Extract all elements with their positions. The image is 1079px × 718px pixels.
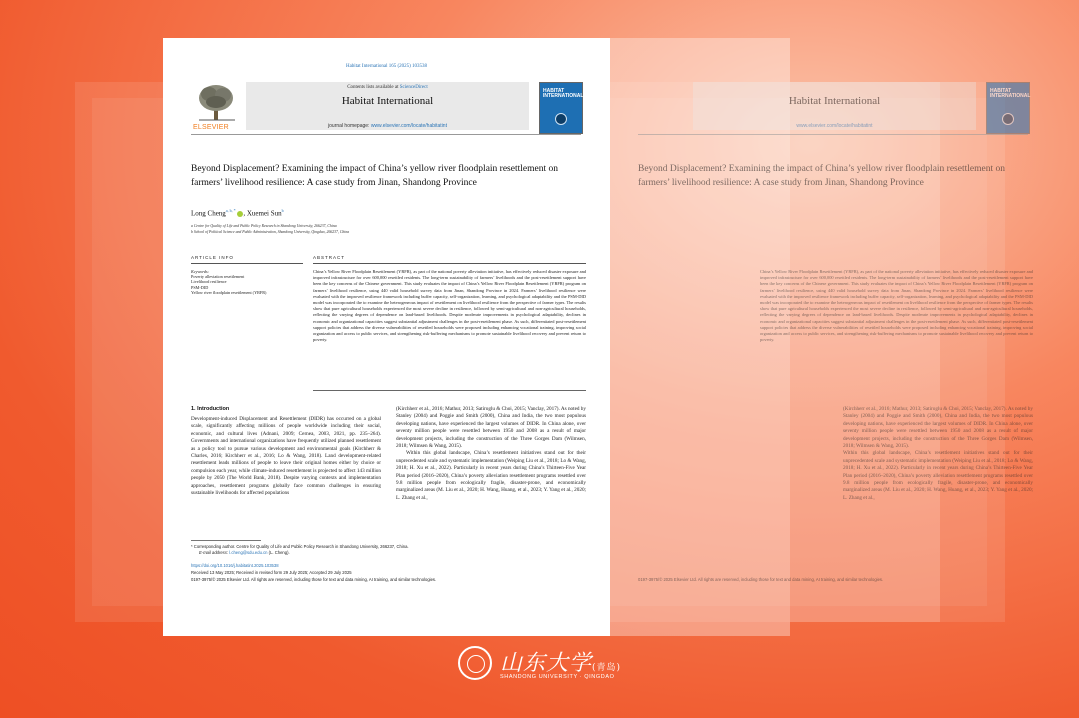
footnote-rule [191, 540, 261, 541]
article-info-heading: ARTICLE INFO [191, 255, 234, 260]
keyword: PSM-DID [191, 284, 209, 290]
introduction-heading: 1. Introduction [191, 406, 230, 412]
journal-banner [246, 82, 529, 130]
abstract-rule [313, 263, 586, 264]
echo-title: Beyond Displacement? Examining the impact of China’s yellow river floodplain resettlement on farmers’ livelihood resilience: A case study from Jinan, Shandong Province [638, 164, 1005, 188]
abstract-heading: ABSTRACT [313, 255, 346, 260]
abstract-bottom-rule [313, 390, 586, 391]
email-note [199, 550, 290, 555]
body-column-left: Development-induced Displacement and Resettlement (DIDR) has occurred on a global scale, significantly affecting millions of people worldwide including their social, economic, and cultural lives (Adnani, 2009; Cernea, 2003, 2021, pp. 235–264). Governments and international organizations have frequently utilized planned resettlement as a policy tool to pursue various development and environmental goals (Kirchherr & Charles, 2016; Kirchherr et al., 2016; Lo & Wang, 2018). Land development-related resettlement leads millions of people to leave their original homes either by choice or compulsion each year, while climate-induced resettlement is projected to affect 143 million people by 2050 (The World Bank, 2018). Despite varying contexts and implementation approaches, resettlement programs globally face common challenges in ensuring sustainable livelihoods for affected populations [191, 416, 381, 497]
article-info-rule [191, 263, 303, 264]
publisher-name: ELSEVIER [193, 124, 229, 131]
contents-prefix: Contents lists available at [347, 85, 400, 90]
email-link[interactable]: l.cheng@sdu.edu.cn [229, 550, 268, 555]
homepage-link[interactable]: www.elsevier.com/locate/habitatint [370, 123, 447, 129]
contents-line [246, 85, 529, 90]
body-paragraph: (Kirchherr et al., 2016; Mathur, 2013; Satiroglu & Choi, 2015; Vanclay, 2017). As noted by Stanley (2004) and Poggie and Smith (2000), China and India, the two most populous developing nations, have experienced the largest volumes of DIDR. In China alone, over seventy million people were resettled between 1950 and 2008 as a result of major development projects, including the construction of the Three Gorges Dam (Wilmsen, 2018; Wilmsen & Wang, 2015). [396, 406, 586, 450]
echo-journal-title: Habitat International [788, 95, 881, 107]
email-suffix: (L. Cheng). [267, 550, 290, 555]
echo-cover [986, 82, 1030, 134]
homepage-line [246, 123, 529, 129]
echo-homepage [693, 123, 976, 129]
affiliation-b: b School of Political Science and Public Administration, Shandong University, Qingdao, 266237, China [191, 230, 350, 234]
keyword: Poverty alleviation resettlement [191, 274, 245, 280]
echo-cover-title: HABITAT INTERNATIONAL [990, 88, 1031, 99]
received-dates: Received 13 May 2025; Received in revised form 29 July 2025; Accepted 29 July 2025 [191, 570, 352, 575]
echo-banner [693, 82, 976, 130]
keyword: Yellow river floodplain resettlement (YRFR) [191, 289, 267, 295]
cover-emblem-icon [555, 113, 567, 125]
homepage-prefix: journal homepage: [328, 123, 371, 129]
echo-paragraph: (Kirchherr et al., 2016; Mathur, 2013; Satiroglu & Choi, 2015; Vanclay, 2017). As noted by Stanley (2004) and Poggie and Smith (2000), China and India, the two most populous developing nations, have experienced the largest volumes of DIDR. In China alone, over seventy million people were resettled between 1950 and 2008 as a result of major development projects, including the construction of the Three Gorges Dam (Wilmsen, 2018; Wilmsen & Wang, 2015). [843, 406, 1033, 450]
author-2[interactable]: Xuemei Sun [246, 209, 282, 218]
university-name-cn [500, 646, 621, 677]
doi-text[interactable]: https://doi.org/10.1016/j.habitatint.2025.103538 [191, 563, 279, 568]
author-line [191, 208, 284, 217]
author-1[interactable]: Long Cheng [191, 209, 226, 218]
author-1-affil: a, b, * [225, 208, 236, 213]
keyword: Livelihood resilience [191, 279, 227, 285]
keywords-block [191, 269, 266, 295]
university-name-en: SHANDONG UNIVERSITY · QINGDAO [500, 674, 615, 680]
university-logo [458, 644, 628, 688]
journal-cover-image [539, 82, 583, 134]
paper-echo [610, 38, 1057, 636]
echo-column [843, 406, 1033, 502]
echo-header [638, 82, 1031, 135]
journal-header [191, 82, 584, 135]
cover-title: HABITAT INTERNATIONAL [543, 88, 584, 99]
sciencedirect-link[interactable]: ScienceDirect [399, 85, 428, 90]
affiliation-a: a Centre for Quality of Life and Public Policy Research in Shandong University, 266237, China [191, 224, 337, 228]
university-campus-cn: (青岛) [592, 663, 622, 673]
keywords-heading: Keywords: [191, 269, 209, 274]
journal-reference[interactable]: Habitat International 165 (2025) 103538 [345, 64, 428, 69]
author-separator: , [243, 209, 247, 218]
abstract-text: China’s Yellow River Floodplain Resettlement (YRFR), as part of the national poverty alleviation initiative, has effectively reduced disaster exposure and improved infrastructure for over 600,000 resettled residents. The long-term sustainability of farmers’ livelihoods and the post-resettlement support have been the key concerns of the Chinese government. This study evaluates the impact of China’s Yellow River Floodplain Resettlement (YRFR) program on farmers’ livelihood resilience, using 440 valid household survey data from Jinan, Shandong Province in 2024. Farmers’ livelihood resilience were evaluated with the improved resilience framework including buffer capacity, self-organization, learning, and psychological adaptability and the PSM-DID model was incorporated the to examine the heterogeneous impact of resettlement on livelihood resilience from the perspective of farmer types. The results show that pure agricultural households experienced the most severe decline in resilience, followed by semi-agricultural and non-agricultural households, reflecting the varying degrees of dependence on land-based livelihoods. Despite moderate improvements in psychological adaptability, declines in economic and organizational capacities suggest substantial adjustment challenges in the post-resettlement phase. As such, differentiated post-resettlement support policies that address the diverse vulnerabilities of resettled households were proposed including enhancing vocational training, improving social organization and access to public services, and strengthening risk-buffering mechanisms to promote sustainable livelihood recovery and prevent return to poverty. [313, 269, 586, 343]
university-name-cn-main: 山东大学 [500, 651, 593, 676]
echo-abstract: China’s Yellow River Floodplain Resettlement (YRFR), as part of the national poverty alleviation initiative, has effectively reduced disaster exposure and improved infrastructure for over 600,000 resettled residents. The long-term sustainability of farmers’ livelihoods and the post-resettlement support have been the key concerns of the Chinese government. This study evaluates the impact of China’s Yellow River Floodplain Resettlement (YRFR) program on farmers’ livelihood resilience, using 440 valid household survey data from Jinan, Shandong Province in 2024. Farmers’ livelihood resilience were evaluated with the improved resilience framework including buffer capacity, self-organization, learning, and psychological adaptability and the PSM-DID model was incorporated the to examine the heterogeneous impact of resettlement on livelihood resilience from the perspective of farmer types. The results show that pure agricultural households experienced the most severe decline in resilience, followed by semi-agricultural and non-agricultural households, reflecting the varying degrees of dependence on land-based livelihoods. Despite moderate improvements in psychological adaptability, declines in economic and organizational capacities suggest substantial adjustment challenges in the post-resettlement phase. As such, differentiated post-resettlement support policies that address the diverse vulnerabilities of resettled households were proposed including enhancing vocational training, improving social organization and access to public services, and strengthening risk-buffering mechanisms to promote sustainable livelihood recovery and prevent return to poverty. [760, 269, 1033, 343]
university-seal-icon [458, 646, 492, 680]
email-label: E-mail address: [199, 550, 230, 555]
body-column-right [396, 406, 586, 502]
echo-homepage-link: www.elsevier.com/locate/habitatint [796, 123, 873, 129]
echo-copyright: 0197-3975/© 2025 Elsevier Ltd. All rights are reserved, including those for text and data mining, AI training, and similar technologies. [638, 577, 884, 582]
copyright-line: 0197-3975/© 2025 Elsevier Ltd. All rights are reserved, including those for text and data mining, AI training, and similar technologies. [191, 577, 437, 582]
corresponding-author-note: * Corresponding author. Centre for Quality of Life and Public Policy Research in Shandong University, 266237, China. [191, 544, 409, 549]
doi-link[interactable] [191, 563, 279, 568]
journal-title: Habitat International [341, 95, 434, 107]
echo-cover-emblem-icon [1002, 113, 1014, 125]
paper-page [163, 38, 610, 636]
author-2-affil: b [281, 208, 284, 213]
body-paragraph: Within this global landscape, China’s resettlement initiatives stand out for their unprecedented scale and systematic implementation (Weiping Liu et al., 2018; Lo & Wang, 2018; H. Xu et al., 2022). Particularly in recent years during China’s Thirteen-Five Year Plan period (2016–2020), China’s poverty alleviation resettlement programs resettled over 9.8 million people from ecologically fragile, disaster-prone, and economically marginalized areas (M. Liu et al., 2020; H. Wang, Huang, et al., 2023; Y. Yang et al., 2020; L. Zhang et al., [396, 450, 586, 501]
paper-echo-page [610, 38, 1057, 636]
echo-paragraph: Within this global landscape, China’s resettlement initiatives stand out for their unprecedented scale and systematic implementation (Weiping Liu et al., 2018; Lo & Wang, 2018; H. Xu et al., 2022). Particularly in recent years during China’s Thirteen-Five Year Plan period (2016–2020), China’s poverty alleviation resettlement programs resettled over 9.8 million people from ecologically fragile, disaster-prone, and economically marginalized areas (M. Liu et al., 2020; H. Wang, Huang, et al., 2023; Y. Yang et al., 2020; L. Zhang et al., [843, 450, 1033, 501]
paper-echo-content [610, 38, 1057, 636]
article-title: Beyond Displacement? Examining the impact of China’s yellow river floodplain resettlement on farmers’ livelihood resilience: A case study from Jinan, Shandong Province [191, 164, 558, 188]
